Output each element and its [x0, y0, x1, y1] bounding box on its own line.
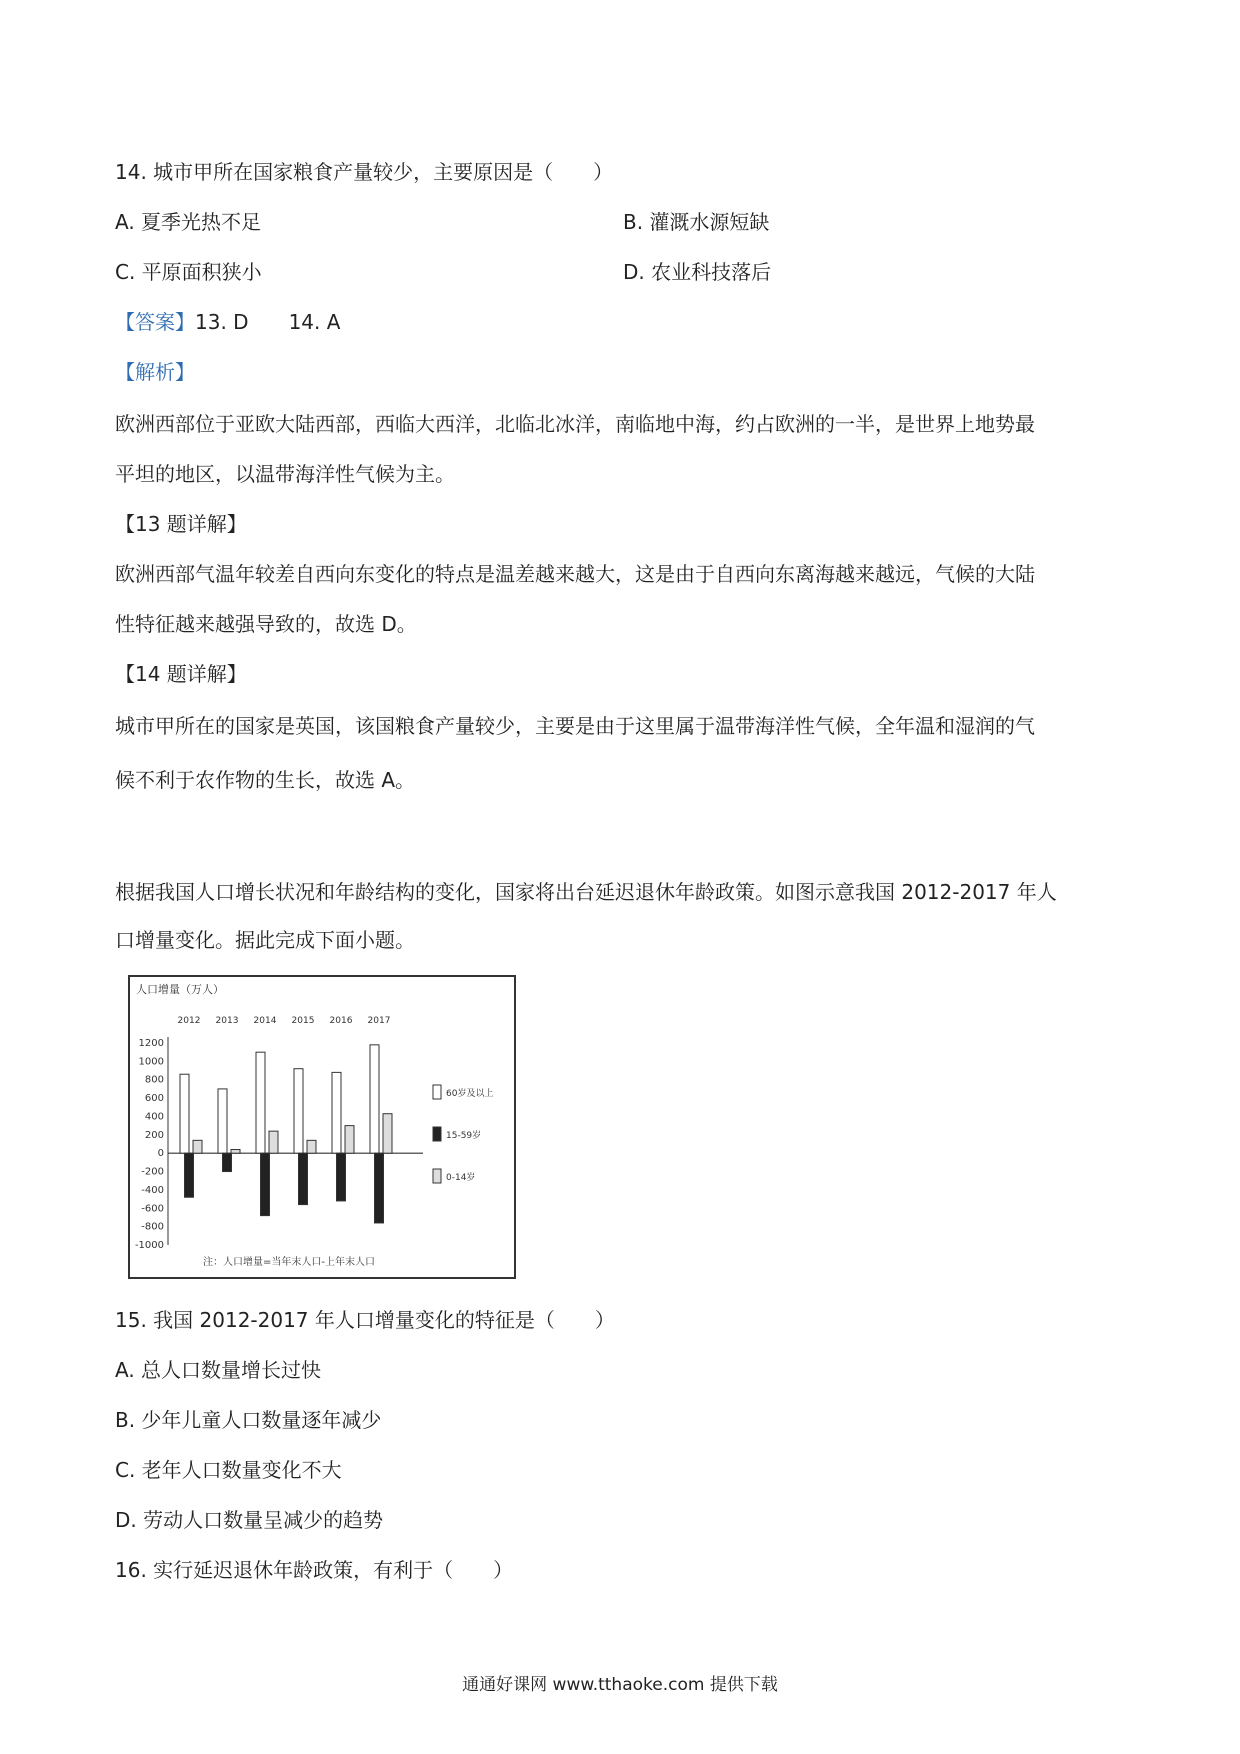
- detail14-line-1: 城市甲所在的国家是英国，该国粮食产量较少，主要是由于这里属于温带海洋性气候，全年温和湿润的气: [115, 714, 1035, 738]
- x-category-label: 2017: [367, 1016, 391, 1026]
- chart-note: 注：人口增量=当年末人口-上年末人口: [203, 1257, 375, 1268]
- x-category-label: 2016: [329, 1016, 353, 1026]
- answer-line: [115, 308, 340, 336]
- answer-value: 13. D 14. A: [195, 310, 341, 334]
- intro-line-1: 根据我国人口增长状况和年龄结构的变化，国家将出台延迟退休年龄政策。如图示意我国 2012-2017 年人: [115, 880, 1057, 904]
- q15-stem: 15. 我国 2012-2017 年人口增量变化的特征是（ ）: [115, 1308, 615, 1332]
- detail13-line-2: 性特征越来越强导致的，故选 D。: [115, 612, 417, 636]
- detail13-line-1: 欧洲西部气温年较差自西向东变化的特点是温差越来越大，这是由于自西向东离海越来越远，气候的大陆: [115, 562, 1035, 586]
- bar-0-14岁-2012: [193, 1140, 202, 1153]
- x-category-label: 2015: [291, 1016, 315, 1026]
- analysis-line-1: 欧洲西部位于亚欧大陆西部，西临大西洋，北临北冰洋，南临地中海，约占欧洲的一半，是世界上地势最: [115, 412, 1035, 436]
- y-tick-label: -800: [141, 1221, 164, 1233]
- bar-15-59岁-2016: [337, 1153, 346, 1201]
- y-tick-label: 800: [144, 1074, 164, 1086]
- q15-option-a: A. 总人口数量增长过快: [115, 1358, 322, 1382]
- q14-option-b: B. 灌溉水源短缺: [623, 210, 770, 234]
- y-tick-label: -600: [141, 1203, 164, 1215]
- chart-title: 人口增量（万人）: [136, 983, 224, 996]
- legend-swatch: [433, 1085, 441, 1099]
- bar-15-59岁-2015: [299, 1153, 308, 1204]
- legend-swatch: [433, 1127, 441, 1141]
- detail13-label: 【13 题详解】: [115, 512, 247, 536]
- q14-option-d: D. 农业科技落后: [623, 260, 772, 284]
- q15-option-b: B. 少年儿童人口数量逐年减少: [115, 1408, 382, 1432]
- bar-15-59岁-2014: [261, 1153, 270, 1215]
- q15-option-c: C. 老年人口数量变化不大: [115, 1458, 342, 1482]
- q15-option-d: D. 劳动人口数量呈减少的趋势: [115, 1508, 384, 1532]
- bar-15-59岁-2017: [375, 1153, 384, 1223]
- x-category-label: 2013: [215, 1016, 239, 1026]
- y-tick-label: -200: [141, 1166, 164, 1178]
- q14-option-c: C. 平原面积狭小: [115, 260, 262, 284]
- legend-label: 15-59岁: [446, 1131, 482, 1141]
- population-increase-chart: [128, 975, 518, 1285]
- q16-stem: 16. 实行延迟退休年龄政策，有利于（ ）: [115, 1558, 514, 1582]
- y-tick-label: 200: [144, 1129, 164, 1141]
- q14-stem: 14. 城市甲所在国家粮食产量较少，主要原因是（ ）: [115, 160, 614, 184]
- y-tick-label: 600: [144, 1093, 164, 1105]
- bar-60岁及以上-2017: [370, 1045, 379, 1153]
- bar-60岁及以上-2015: [294, 1069, 303, 1153]
- bar-0-14岁-2013: [231, 1150, 240, 1154]
- bar-60岁及以上-2013: [218, 1089, 227, 1153]
- bar-60岁及以上-2014: [256, 1052, 265, 1153]
- footer-source: 通通好课网 www.tthaoke.com 提供下载: [462, 1675, 778, 1695]
- x-category-label: 2012: [177, 1016, 201, 1026]
- bar-60岁及以上-2016: [332, 1072, 341, 1153]
- bar-0-14岁-2017: [383, 1114, 392, 1153]
- analysis-label: 【解析】: [115, 360, 195, 384]
- bar-15-59岁-2013: [223, 1153, 232, 1171]
- detail14-label: 【14 题详解】: [115, 662, 247, 686]
- legend-label: 60岁及以上: [446, 1089, 494, 1099]
- q14-option-a: A. 夏季光热不足: [115, 210, 262, 234]
- legend-swatch: [433, 1169, 441, 1183]
- legend-label: 0-14岁: [446, 1173, 476, 1183]
- bar-0-14岁-2016: [345, 1126, 354, 1154]
- bar-0-14岁-2015: [307, 1140, 316, 1153]
- bar-15-59岁-2012: [185, 1153, 194, 1197]
- y-tick-label: -400: [141, 1184, 164, 1196]
- analysis-line-2: 平坦的地区，以温带海洋性气候为主。: [115, 462, 455, 486]
- detail14-line-2: 候不利于农作物的生长，故选 A。: [115, 768, 416, 792]
- y-tick-label: 400: [144, 1111, 164, 1123]
- intro-line-2: 口增量变化。据此完成下面小题。: [115, 928, 415, 952]
- x-category-label: 2014: [253, 1016, 277, 1026]
- y-tick-label: 1200: [138, 1038, 164, 1049]
- y-tick-label: 1000: [138, 1056, 164, 1068]
- bar-60岁及以上-2012: [180, 1074, 189, 1153]
- answer-label: 【答案】: [115, 310, 195, 334]
- y-tick-label: 0: [157, 1148, 164, 1160]
- bar-0-14岁-2014: [269, 1131, 278, 1153]
- y-tick-label: -1000: [134, 1240, 164, 1251]
